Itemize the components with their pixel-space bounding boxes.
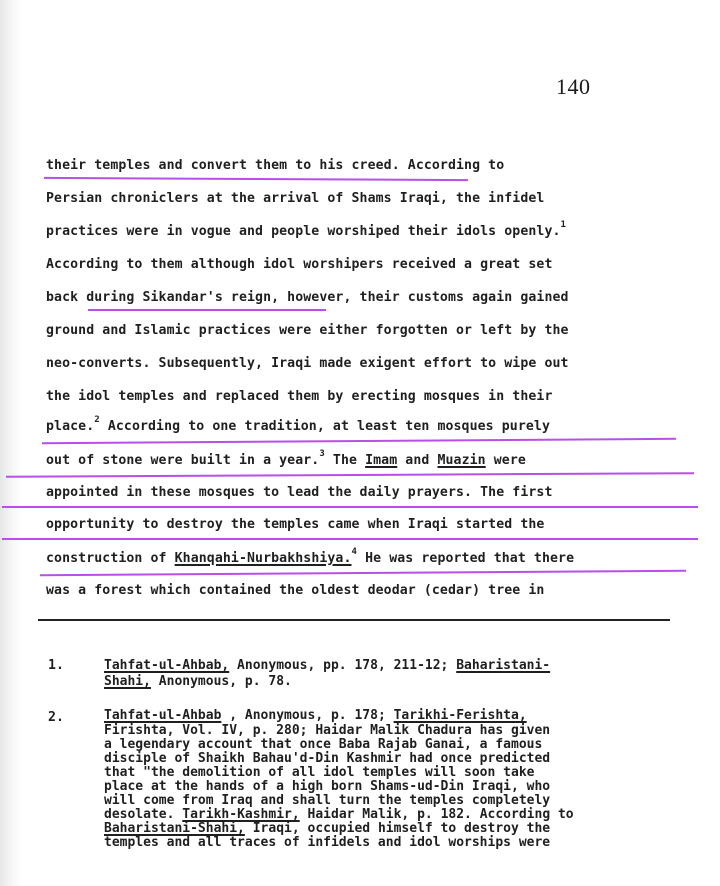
underlined-term: Khanqahi-Nurbakhshiya. <box>174 551 352 566</box>
body-line <box>46 389 553 404</box>
underlined-term: Tarikhi-Ferishta, <box>393 708 527 723</box>
footnote-line <box>104 808 574 822</box>
body-line <box>46 485 553 500</box>
underlined-term: Tarikh-Kashmir, <box>182 807 300 822</box>
text-run: The <box>324 453 366 468</box>
page-number: 140 <box>556 74 591 99</box>
text-run: their temples and convert them to his creed. According to <box>46 158 505 173</box>
text-run: He was reported that there <box>357 551 575 566</box>
footnote-number: 1. <box>48 658 64 673</box>
underlined-term: Baharistani- <box>456 658 551 673</box>
text-run: were <box>485 453 526 468</box>
body-line <box>46 257 553 272</box>
text-run: opportunity to destroy the temples came when Iraqi started the <box>46 517 545 532</box>
text-run: will come from Iraq and shall turn the temples completely <box>104 793 551 808</box>
underlined-term: Shahi, <box>104 674 151 689</box>
highlight-stroke <box>2 538 698 540</box>
text-run: construction of <box>46 551 175 566</box>
highlight-stroke <box>6 472 694 478</box>
footnote-line <box>104 780 550 794</box>
footnote-line <box>104 659 550 673</box>
text-run: practices were in vogue and people worshiped their idols openly. <box>46 224 561 239</box>
text-run: ground and Islamic practices were either forgotten or left by the <box>46 323 569 338</box>
footnote-ref: 4 <box>351 546 358 557</box>
text-run: place. <box>46 419 95 434</box>
body-line <box>46 414 550 434</box>
footnote-line <box>104 738 542 752</box>
highlight-stroke <box>44 177 468 181</box>
body-line <box>46 546 575 566</box>
text-run: Anonymous, pp. 178, 211-12; <box>229 658 457 673</box>
text-run: the idol temples and replaced them by erecting mosques in their <box>46 389 553 404</box>
body-line <box>46 219 567 239</box>
footnote-line <box>104 724 550 738</box>
body-line <box>46 356 569 371</box>
text-run: back during Sikandar's reign, however, their customs again gained <box>46 290 569 305</box>
text-run: Anonymous, p. 78. <box>150 674 292 689</box>
body-line <box>46 323 569 338</box>
text-run: temples and all traces of infidels and idol worships were <box>104 835 551 850</box>
body-line <box>46 158 504 173</box>
text-run: Persian chroniclers at the arrival of Shams Iraqi, the infidel <box>46 191 545 206</box>
underlined-term: Tahfat-ul-Ahbab <box>104 708 222 723</box>
underlined-term: Muazin <box>437 453 486 468</box>
text-run: out of stone were built in a year. <box>46 453 320 468</box>
body-line <box>46 290 569 305</box>
highlight-stroke <box>42 438 676 444</box>
body-line <box>46 191 544 206</box>
footnote-ref: 3 <box>319 448 325 459</box>
highlight-stroke <box>40 570 686 577</box>
page-edge-shadow <box>0 0 22 886</box>
footnote-line <box>104 822 550 836</box>
footnote-line <box>104 766 534 780</box>
text-run: Haidar Malik, p. 182. According to <box>299 807 574 822</box>
text-run: desolate. <box>104 807 183 822</box>
highlight-stroke <box>2 506 698 508</box>
body-line <box>46 583 544 598</box>
text-run: a legendary account that once Baba Rajab Ganai, a famous <box>104 737 543 752</box>
text-run: that "the demolition of all idol temples will soon take <box>104 765 535 780</box>
footnote-line <box>104 709 527 723</box>
footnote-line <box>104 675 292 689</box>
footnote-number: 2. <box>48 710 64 725</box>
underlined-term: Imam <box>365 453 398 468</box>
text-run: , Anonymous, p. 178; <box>221 708 394 723</box>
underlined-term: Baharistani-Shahi, <box>104 821 245 836</box>
body-line <box>46 517 544 532</box>
highlight-stroke <box>88 309 326 311</box>
text-run: was a forest which contained the oldest deodar (cedar) tree in <box>46 583 545 598</box>
text-run: and <box>397 453 438 468</box>
text-run: According to one tradition, at least ten mosques purely <box>99 419 550 434</box>
footnote-separator-rule <box>38 619 670 621</box>
footnote-line <box>104 836 550 850</box>
text-run: appointed in these mosques to lead the daily prayers. The first <box>46 485 553 500</box>
underlined-term: Tahfat-ul-Ahbab, <box>104 658 230 673</box>
text-run: According to them although idol worshipers received a great set <box>46 257 553 272</box>
footnote-line <box>104 794 550 808</box>
text-run: disciple of Shaikh Bahau'd-Din Kashmir had once predicted <box>104 751 551 766</box>
text-run: Firishta, Vol. IV, p. 280; Haidar Malik Chadura has given <box>104 723 551 738</box>
text-run: Iraqi, occupied himself to destroy the <box>244 821 551 836</box>
text-run: neo-converts. Subsequently, Iraqi made exigent effort to wipe out <box>46 356 569 371</box>
body-line <box>46 448 526 468</box>
footnote-ref: 2 <box>94 414 100 425</box>
footnote-ref: 1 <box>560 219 567 230</box>
footnote-line <box>104 752 550 766</box>
text-run: place at the hands of a high born Shams-ud-Din Iraqi, who <box>104 779 551 794</box>
